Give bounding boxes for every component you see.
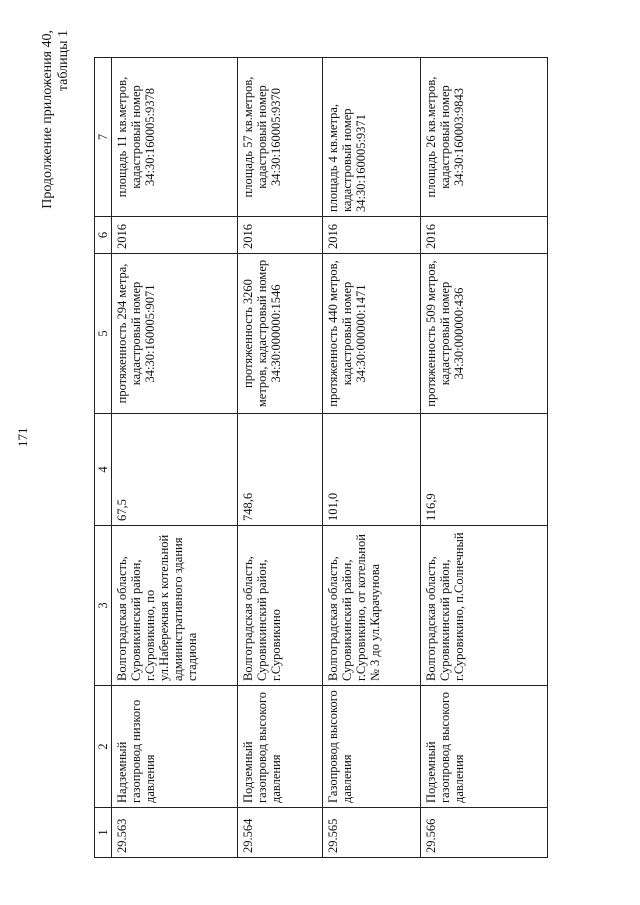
object-address: Волгоградская область, Суровикинский район, г.Суровикино, по ул.Набережная к котельной административного здания стадиона xyxy=(112,526,238,686)
col-header-5: 5 xyxy=(95,254,112,414)
object-name: Газопровод высокого давления xyxy=(323,686,421,808)
col-header-7: 7 xyxy=(95,58,112,217)
object-address: Волгоградская область, Суровикинский район, г.Суровикино xyxy=(238,526,323,686)
object-address: Волгоградская область, Суровикинский район, г.Суровикино, от котельной № 3 до ул.Карачунова xyxy=(323,526,421,686)
object-value: 748,6 xyxy=(238,414,323,526)
object-year: 2016 xyxy=(421,217,548,254)
heading-line-1: Продолжение приложения 40, xyxy=(40,30,55,209)
object-year: 2016 xyxy=(112,217,238,254)
row-number: 29.564 xyxy=(238,808,323,858)
object-name: Надземный газопровод низкого давления xyxy=(112,686,238,808)
object-value: 67,5 xyxy=(112,414,238,526)
col-header-1: 1 xyxy=(95,808,112,858)
object-year: 2016 xyxy=(238,217,323,254)
table-row xyxy=(323,58,421,858)
object-note: площадь 4 кв.метра, кадастровый номер 34:30:160005:9371 xyxy=(323,58,421,217)
object-characteristics: протяженность 440 метров, кадастровый номер 34:30:000000:1471 xyxy=(323,254,421,414)
col-header-6: 6 xyxy=(95,217,112,254)
col-header-2: 2 xyxy=(95,686,112,808)
table-row xyxy=(112,58,238,858)
object-value: 101,0 xyxy=(323,414,421,526)
object-address: Волгоградская область, Суровикинский район, г.Суровикино, п.Солнечный xyxy=(421,526,548,686)
row-number: 29.563 xyxy=(112,808,238,858)
table-row xyxy=(421,58,548,858)
column-number-row xyxy=(95,58,112,858)
object-note: площадь 11 кв.метров, кадастровый номер 34:30:160005:9378 xyxy=(112,58,238,217)
row-number: 29.566 xyxy=(421,808,548,858)
object-note: площадь 26 кв.метров, кадастровый номер 34:30:160003:9843 xyxy=(421,58,548,217)
registry-table xyxy=(94,57,548,858)
continuation-heading xyxy=(40,30,72,230)
object-characteristics: протяженность 294 метра, кадастровый номер 34:30:160005:9071 xyxy=(112,254,238,414)
rotated-table-container xyxy=(94,58,580,858)
heading-line-2: таблицы 1 xyxy=(56,30,71,92)
row-number: 29.565 xyxy=(323,808,421,858)
object-value: 116,9 xyxy=(421,414,548,526)
page-number: 171 xyxy=(15,427,30,447)
object-name: Подземный газопровод высокого давления xyxy=(421,686,548,808)
col-header-3: 3 xyxy=(95,526,112,686)
col-header-4: 4 xyxy=(95,414,112,526)
object-characteristics: протяженность 509 метров, кадастровый номер 34:30:000000:436 xyxy=(421,254,548,414)
table-row xyxy=(238,58,323,858)
object-name: Подземный газопровод высокого давления xyxy=(238,686,323,808)
object-year: 2016 xyxy=(323,217,421,254)
object-note: площадь 57 кв.метров, кадастровый номер 34:30:160005:9370 xyxy=(238,58,323,217)
object-characteristics: протяженность 3260 метров, кадастровый номер 34:30:000000:1546 xyxy=(238,254,323,414)
